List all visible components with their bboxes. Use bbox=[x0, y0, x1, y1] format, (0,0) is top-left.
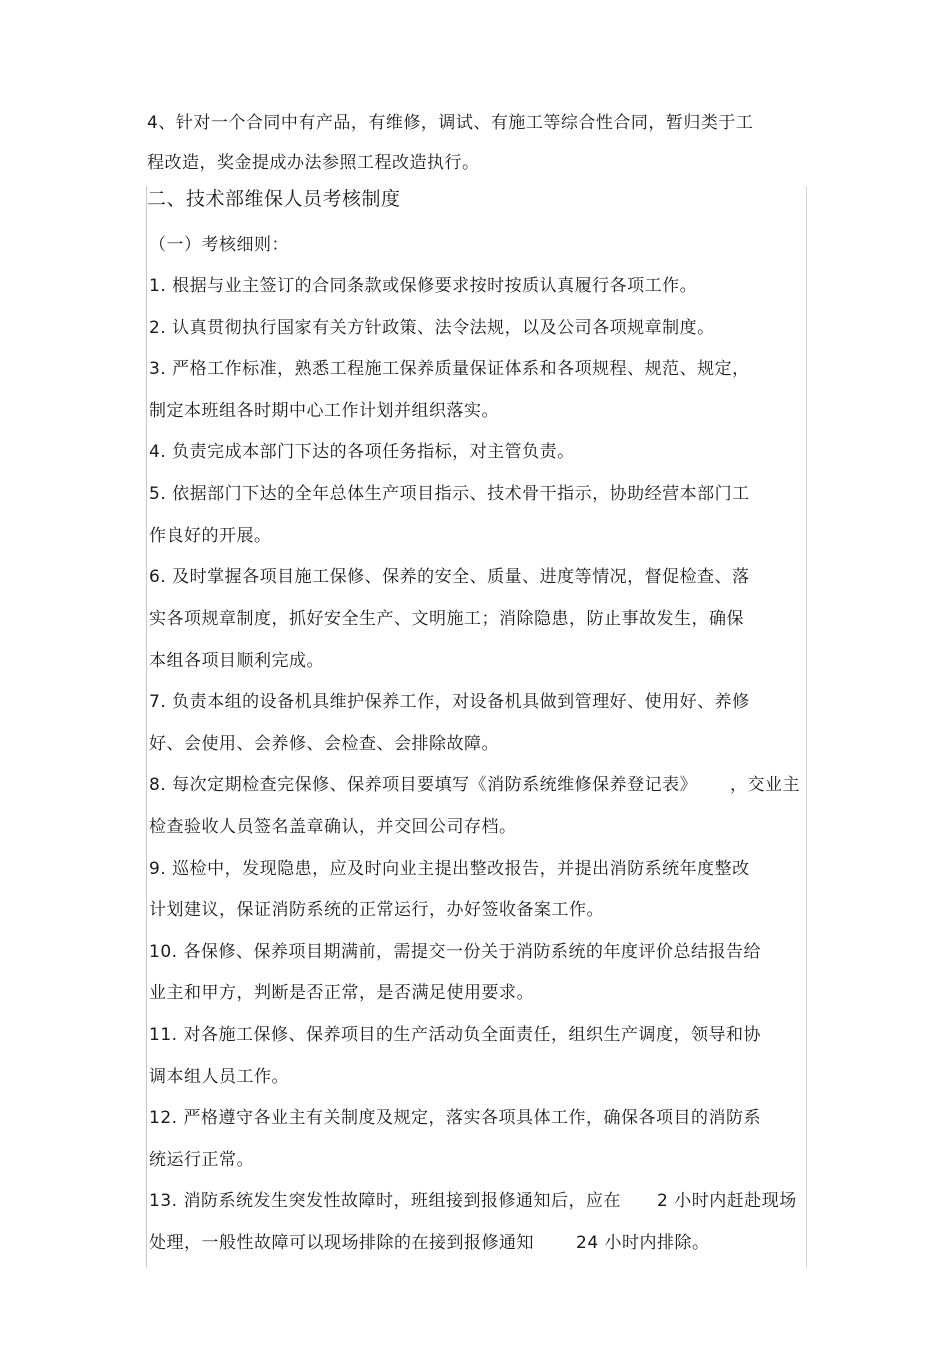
item-7-line-2: 好、会使用、会养修、会检查、会排除故障。 bbox=[149, 734, 499, 754]
item-13-line-2-tail: 24 小时内排除。 bbox=[576, 1233, 710, 1253]
item-5-line-1: 5. 依据部门下达的全年总体生产项目指示、技术骨干指示，协助经营本部门工 bbox=[149, 484, 750, 504]
item-10-line-2: 业主和甲方，判断是否正常，是否满足使用要求。 bbox=[149, 983, 534, 1003]
item-12-line-1: 12. 严格遵守各业主有关制度及规定，落实各项具体工作，确保各项目的消防系 bbox=[149, 1108, 761, 1128]
item-3-line-2: 制定本班组各时期中心工作计划并组织落实。 bbox=[149, 401, 499, 421]
item-7-line-1: 7. 负责本组的设备机具维护保养工作，对设备机具做到管理好、使用好、养修 bbox=[149, 692, 750, 712]
item-6-line-2: 实各项规章制度，抓好安全生产、文明施工；消除隐患，防止事故发生，确保 bbox=[149, 609, 744, 629]
table-border-left bbox=[146, 186, 147, 1268]
item-13-line-1: 13. 消防系统发生突发性故障时，班组接到报修通知后，应在 bbox=[149, 1191, 621, 1211]
item-8-line-1: 8. 每次定期检查完保修、保养项目要填写《消防系统维修保养登记表》 bbox=[149, 775, 698, 795]
item-11-line-2: 调本组人员工作。 bbox=[149, 1067, 289, 1087]
item-3-line-1: 3. 严格工作标准，熟悉工程施工保养质量保证体系和各项规程、规范、规定， bbox=[149, 359, 750, 379]
section-heading: 二、技术部维保人员考核制度 bbox=[147, 188, 401, 210]
item-11-line-1: 11. 对各施工保修、保养项目的生产活动负全面责任，组织生产调度，领导和协 bbox=[149, 1025, 761, 1045]
item-1-line-1: 1. 根据与业主签订的合同条款或保修要求按时按质认真履行各项工作。 bbox=[149, 276, 698, 296]
section-subheading: （一）考核细则： bbox=[149, 235, 289, 255]
item-5-line-2: 作良好的开展。 bbox=[149, 526, 272, 546]
intro-line-1: 4、针对一个合同中有产品，有维修，调试、有施工等综合性合同，暂归类于工 bbox=[147, 113, 754, 133]
item-2-line-1: 2. 认真贯彻执行国家有关方针政策、法令法规，以及公司各项规章制度。 bbox=[149, 318, 715, 338]
item-13-line-1-tail: 2 小时内赶赴现场 bbox=[657, 1191, 797, 1211]
item-10-line-1: 10. 各保修、保养项目期满前，需提交一份关于消防系统的年度评价总结报告给 bbox=[149, 942, 761, 962]
item-8-line-2: 检查验收人员签名盖章确认，并交回公司存档。 bbox=[149, 817, 517, 837]
item-9-line-2: 计划建议，保证消防系统的正常运行，办好签收备案工作。 bbox=[149, 900, 604, 920]
item-8-line-1-tail: ，交业主 bbox=[730, 775, 800, 795]
item-4-line-1: 4. 负责完成本部门下达的各项任务指标，对主管负责。 bbox=[149, 442, 575, 462]
item-12-line-2: 统运行正常。 bbox=[149, 1150, 254, 1170]
intro-line-2: 程改造，奖金提成办法参照工程改造执行。 bbox=[147, 153, 480, 173]
item-6-line-1: 6. 及时掌握各项目施工保修、保养的安全、质量、进度等情况，督促检查、落 bbox=[149, 567, 750, 587]
item-6-line-3: 本组各项目顺利完成。 bbox=[149, 651, 324, 671]
item-13-line-2: 处理，一般性故障可以现场排除的在接到报修通知 bbox=[149, 1233, 534, 1253]
table-border-right bbox=[806, 186, 807, 1268]
item-9-line-1: 9. 巡检中，发现隐患，应及时向业主提出整改报告，并提出消防系统年度整改 bbox=[149, 859, 750, 879]
